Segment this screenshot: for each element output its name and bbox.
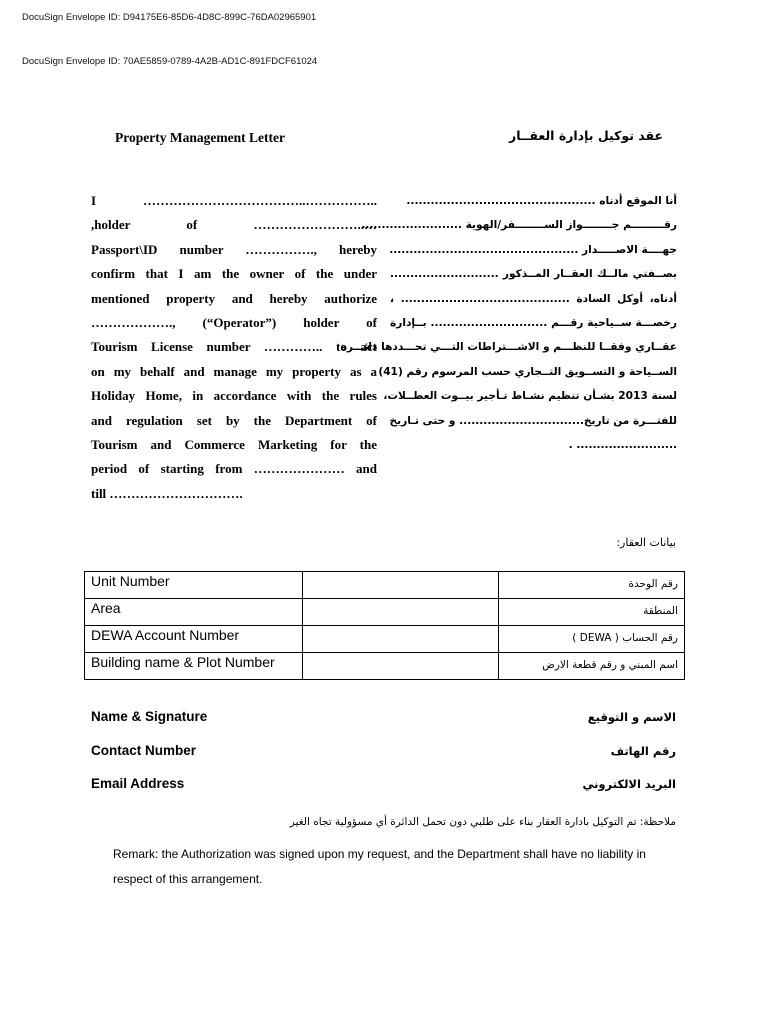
body-ar-line: أدناه، أوكل السادة .......................................... ،	[390, 292, 677, 305]
body-en-line: I ………………………………..……………..	[91, 193, 377, 208]
dewa-account-value	[303, 626, 499, 653]
body-en-line: Passport\ID number ……………., hereby	[91, 241, 377, 257]
body-en-line: confirm that I am the owner of the under	[91, 266, 377, 282]
body-en-line: on my behalf and manage my property as a	[91, 363, 377, 379]
body-en-line: ………………., (“Operator”) holder of	[91, 314, 377, 330]
body-en-line: till ………………………….	[91, 485, 243, 501]
unit-number-label: Unit Number	[85, 572, 303, 599]
remark-english: Remark: the Authorization was signed upon my request, and the Department shall have no liability in respect of this arrangement.	[113, 847, 646, 886]
area-label: Area	[85, 599, 303, 626]
title-english: Property Management Letter	[115, 130, 285, 145]
building-plot-value	[303, 653, 499, 680]
name-signature-label: Name & Signature	[91, 709, 208, 724]
body-ar-line: عقــاري وفقــا للنظـــم و الاشـــتراطات التـــي تحـــددها دائـــرة	[340, 341, 677, 354]
contact-number-label-ar: رقم الهاتف	[610, 744, 676, 758]
email-address-label: Email Address	[91, 776, 185, 791]
property-table	[84, 571, 685, 680]
body-en-line: Holiday Home, in accordance with the rules	[91, 388, 377, 404]
body-ar-line: ......................... .	[568, 438, 677, 451]
body-ar-line: لسنة 2013 بشـأن تنظيم نشـاط تـأجير بيــوت العطــلات،	[383, 390, 677, 403]
body-ar-line: أنا الموقع أدناه ...............................................	[406, 195, 677, 207]
area-label-ar: المنطقة	[499, 599, 685, 626]
body-en-line: mentioned property and hereby authorize	[91, 290, 377, 306]
body-english	[91, 189, 377, 506]
body-en-line: and regulation set by the Department of	[91, 412, 377, 428]
body-ar-line: بصــفتي مالــك العقــار المــذكور ...........................	[390, 268, 677, 281]
name-signature-label-ar: الاسم و التوقيع	[587, 710, 676, 724]
body-ar-line: رخصـــة ســياحية رقـــم ............................. بــإدارة	[390, 316, 677, 329]
body-en-line: ,holder of ……………………..…	[91, 217, 377, 233]
table-row	[85, 599, 685, 626]
building-plot-label: Building name & Plot Number	[85, 653, 303, 680]
body-ar-line: للفتـــرة من تاريخ............................... و حتى تـاريخ	[389, 414, 677, 427]
docusign-envelope-id-1: DocuSign Envelope ID: D94175E6-85D6-4D8C-899C-76DA02965901	[22, 12, 317, 23]
email-address-label-ar: البريد الالكتروني	[582, 777, 676, 791]
note-arabic: ملاحظة: تم التوكيل بادارة العقار بناء على طلبي دون تحمل الدائرة أي مسؤولية تجاه الغير	[289, 816, 676, 828]
body-en-line: period of starting from ………………… and	[91, 461, 377, 477]
unit-number-value	[303, 572, 499, 599]
body-ar-line: رقـــــــــم جــــــــواز الســــــــفر/الهوية .........................	[361, 219, 677, 232]
body-ar-line: الســياحة و التســويق التــجاري حسب المرسوم رقم (41)	[378, 365, 677, 378]
table-row	[85, 653, 685, 680]
title-arabic: عقد توكيل بإدارة العقــار	[509, 128, 663, 143]
body-ar-line: جهــــة الاصـــــدار ...............................................	[389, 243, 677, 256]
property-data-heading: بيانات العقار:	[616, 536, 676, 549]
area-value	[303, 599, 499, 626]
table-row	[85, 626, 685, 653]
body-en-line: Tourism and Commerce Marketing for the	[91, 436, 377, 452]
docusign-envelope-id-2: DocuSign Envelope ID: 70AE5859-0789-4A2B-AD1C-891FDCF61024	[22, 56, 318, 67]
unit-number-label-ar: رقم الوحدة	[499, 572, 685, 599]
dewa-account-label-ar: رقم الحساب ( DEWA )	[499, 626, 685, 653]
table-row	[85, 572, 685, 599]
building-plot-label-ar: اسم المبني و رقم قطعة الارض	[499, 653, 685, 680]
dewa-account-label: DEWA Account Number	[85, 626, 303, 653]
body-arabic	[340, 189, 677, 457]
contact-number-label: Contact Number	[91, 743, 197, 758]
body-en-line: Tourism License number ………….. to act	[91, 339, 377, 355]
